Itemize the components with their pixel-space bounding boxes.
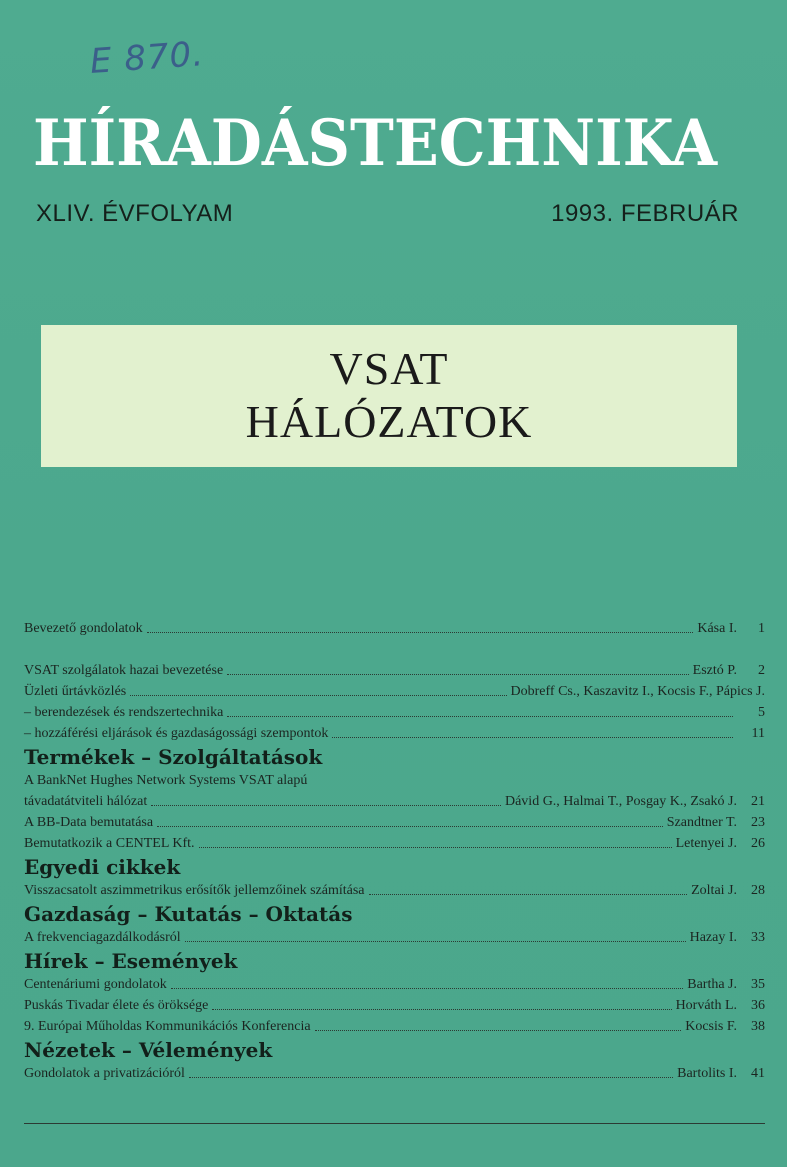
- dot-leader: [212, 995, 671, 1010]
- toc-entry: [24, 833, 765, 854]
- volume-label: XLIV. ÉVFOLYAM: [36, 200, 234, 227]
- dot-leader: [185, 927, 686, 942]
- spacer: [24, 639, 765, 660]
- toc-entry: [24, 812, 765, 833]
- dot-leader: [332, 723, 733, 738]
- toc-title: Centenáriumi gondolatok: [24, 977, 167, 992]
- toc-author: Dávid G., Halmai T., Posgay K., Zsakó J.: [504, 794, 737, 809]
- toc-author: Esztó P.: [692, 663, 737, 678]
- toc-title: Üzleti űrtávközlés: [24, 684, 127, 699]
- dot-leader: [199, 833, 672, 848]
- toc-title: Visszacsatolt aszimmetrikus erősítők jellemzőinek számítása: [24, 883, 365, 898]
- toc-title: – hozzáférési eljárások és gazdaságossági szempontok: [24, 726, 329, 741]
- toc-author: Kása I.: [697, 621, 737, 636]
- dot-leader: [147, 618, 694, 633]
- toc-page: 33: [751, 930, 765, 945]
- toc-page: 35: [751, 977, 765, 992]
- toc-title: Gondolatok a privatizációról: [24, 1066, 185, 1081]
- table-of-contents: [24, 618, 765, 1084]
- toc-entry: [24, 1016, 765, 1037]
- section-heading: Gazdaság – Kutatás – Oktatás: [24, 902, 353, 926]
- toc-title: A BB-Data bemutatása: [24, 815, 154, 830]
- issue-date: 1993. FEBRUÁR: [551, 200, 739, 227]
- section-heading: Nézetek – Vélemények: [24, 1038, 273, 1062]
- toc-title: 9. Európai Műholdas Kommunikációs Konferencia: [24, 1019, 311, 1034]
- toc-author: Dobreff Cs., Kaszavitz I., Kocsis F., Pápics J.: [510, 684, 765, 699]
- toc-title-line: A BankNet Hughes Network Systems VSAT alapú: [24, 773, 308, 788]
- toc-author: Horváth L.: [675, 998, 737, 1013]
- toc-page: 38: [751, 1019, 765, 1034]
- toc-title: A frekvenciagazdálkodásról: [24, 930, 181, 945]
- toc-title: Puskás Tivadar élete és öröksége: [24, 998, 209, 1013]
- toc-page: 23: [751, 815, 765, 830]
- section-heading: Egyedi cikkek: [24, 855, 181, 879]
- dot-leader: [189, 1063, 673, 1078]
- toc-title: – berendezések és rendszertechnika: [24, 705, 224, 720]
- toc-author: Bartolits I.: [677, 1066, 737, 1081]
- dot-leader: [151, 791, 501, 806]
- toc-entry: [24, 618, 765, 639]
- issue-theme-box: [41, 325, 737, 467]
- bottom-rule: [24, 1123, 765, 1124]
- toc-page: 28: [751, 883, 765, 898]
- toc-page: 11: [751, 726, 765, 741]
- toc-entry: [24, 723, 765, 744]
- toc-entry: [24, 681, 765, 702]
- dot-leader: [315, 1016, 682, 1031]
- toc-entry: [24, 791, 765, 812]
- dot-leader: [171, 974, 684, 989]
- dot-leader: [130, 681, 506, 696]
- dot-leader: [227, 702, 733, 717]
- dot-leader: [369, 880, 688, 895]
- toc-page: 26: [751, 836, 765, 851]
- toc-entry: [24, 702, 765, 723]
- toc-entry: [24, 660, 765, 681]
- toc-author: Hazay I.: [689, 930, 737, 945]
- toc-title: távadatátviteli hálózat: [24, 794, 148, 809]
- toc-page: 41: [751, 1066, 765, 1081]
- toc-author: Letenyei J.: [675, 836, 737, 851]
- toc-title: VSAT szolgálatok hazai bevezetése: [24, 663, 224, 678]
- dot-leader: [227, 660, 688, 675]
- theme-title-line2: HÁLÓZATOK: [245, 396, 533, 447]
- toc-author: Szandtner T.: [666, 815, 737, 830]
- toc-author: Zoltai J.: [691, 883, 737, 898]
- dot-leader: [157, 812, 663, 827]
- theme-title-line1: VSAT: [329, 343, 449, 395]
- toc-author: Kocsis F.: [685, 1019, 737, 1034]
- toc-page: 21: [751, 794, 765, 809]
- toc-title: Bemutatkozik a CENTEL Kft.: [24, 836, 195, 851]
- toc-entry: [24, 880, 765, 901]
- section-heading: Termékek – Szolgáltatások: [24, 745, 323, 769]
- toc-entry: [24, 1063, 765, 1084]
- toc-title: Bevezető gondolatok: [24, 621, 143, 636]
- toc-page: 2: [758, 663, 765, 678]
- toc-page: 5: [758, 705, 765, 720]
- toc-entry: [24, 974, 765, 995]
- toc-author: Bartha J.: [687, 977, 737, 992]
- handwritten-catalog-note: E 870.: [88, 34, 206, 82]
- section-heading: Hírek – Események: [24, 949, 238, 973]
- toc-page: 36: [751, 998, 765, 1013]
- toc-page: 1: [758, 621, 765, 636]
- masthead-title: HÍRADÁSTECHNIKA: [33, 106, 718, 181]
- toc-entry: [24, 995, 765, 1016]
- toc-entry: [24, 927, 765, 948]
